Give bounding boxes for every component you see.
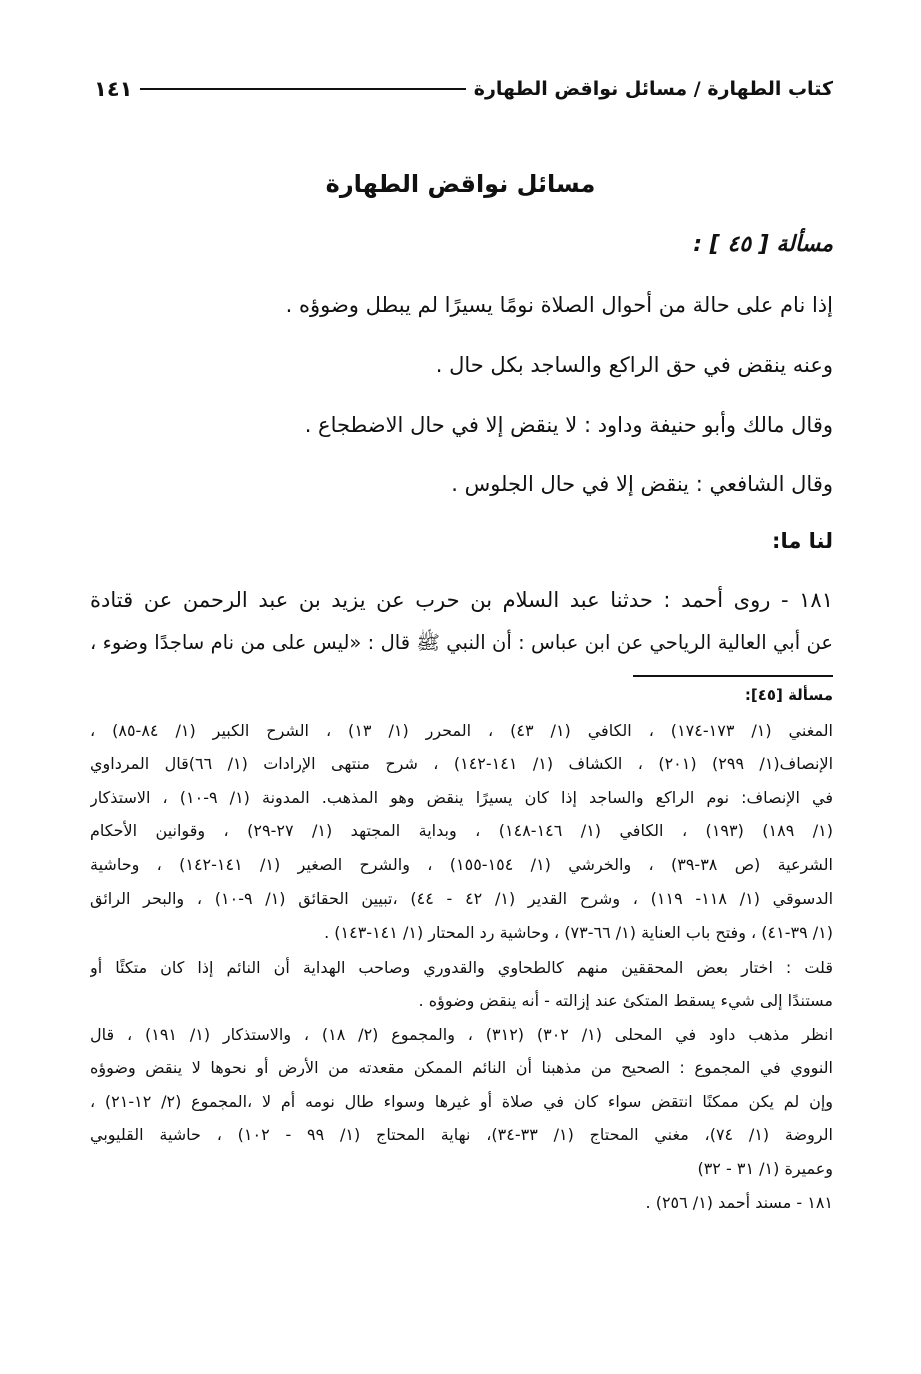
- footnote-line: الإنصاف(١/ ٢٩٩) (٢٠١) ، الكشاف (١/ ١٤١-١٤٢) ، شرح منتهى الإرادات (١/ ٦٦)قال المرداوي: [90, 754, 833, 773]
- body-line: وقال مالك وأبو حنيفة وداود : لا ينقض إلا في حال الاضطجاع .: [304, 413, 833, 437]
- footnote-line: النووي في المجموع : الصحيح من مذهبنا أن النائم الممكن مقعدته من الأرض أو نحوها لا ينقض وضوؤه: [90, 1058, 833, 1077]
- running-head-title: كتاب الطهارة / مسائل نواقض الطهارة: [473, 78, 833, 100]
- body-line: لنا ما:: [772, 529, 833, 553]
- running-head: [94, 74, 833, 104]
- footnote-line: انظر مذهب داود في المحلى (١/ ٣٠٢) (٣١٢) ، والمجموع (٢/ ١٨) ، والاستذكار (١/ ١٩١) ، قال: [90, 1025, 833, 1044]
- footnote-line: وعميرة (١/ ٣١ - ٣٢): [697, 1159, 833, 1178]
- section-title: مسائل نواقض الطهارة: [325, 170, 596, 198]
- running-head-rule: [140, 88, 465, 90]
- footnote-line: وإن لم يكن ممكنًا انتقض سواء كان في صلاة أو غيرها وسواء طال نومه أم لا ،المجموع (٢/ ١٢-٢١) ،: [90, 1092, 833, 1111]
- footnote-separator: [633, 675, 833, 677]
- issue-heading: مسألة [ ٤٥ ] :: [693, 232, 833, 257]
- footnote-line: الشرعية (ص ٣٨-٣٩) ، والخرشي (١/ ١٥٤-١٥٥) ، والشرح الصغير (١/ ١٤١-١٤٢) ، وحاشية: [90, 855, 833, 874]
- footnote-line: الدسوقي (١/ ١١٨- ١١٩) ، وشرح القدير (١/ ٤٢ - ٤٤) ،تبيين الحقائق (١/ ٩-١٠) ، والبحر الرائق: [90, 889, 833, 908]
- footnote-line: (١/ ٣٩-٤١) ، وفتح باب العناية (١/ ٦٦-٧٣) ، وحاشية رد المحتار (١/ ١٤١-١٤٣) .: [324, 923, 833, 942]
- footnote-line: مستندًا إلى شيء يسقط المتكئ عند إزالته - أنه ينقض وضوؤه .: [418, 991, 833, 1010]
- footnote-line: قلت : اختار بعض المحققين منهم كالطحاوي والقدوري وصاحب الهداية أن النائم إذا كان متكئًا أو: [90, 958, 833, 977]
- footnote-line: في الإنصاف: نوم الراكع والساجد إذا كان يسيرًا ينقض وهو المذهب. المدونة (١/ ٩-١٠) ، الاستذكار: [90, 788, 833, 807]
- page-number: ١٤١: [94, 77, 133, 101]
- narration-line: عن أبي العالية الرياحي عن ابن عباس : أن النبي ﷺ قال : «ليس على من نام ساجدًا وضوء ،: [90, 631, 833, 654]
- footnote-line: ١٨١ - مسند أحمد (١/ ٢٥٦) .: [645, 1193, 833, 1212]
- footnote-heading: مسألة [٤٥]:: [744, 686, 833, 704]
- footnote-line: (١/ ١٨٩) (١٩٣) ، الكافي (١/ ١٤٦-١٤٨) ، وبداية المجتهد (١/ ٢٧-٢٩) ، وقوانين الأحكام: [90, 821, 833, 840]
- footnote-line: الروضة (١/ ٧٤)، مغني المحتاج (١/ ٣٣-٣٤)، نهاية المحتاج (١/ ٩٩ - ١٠٢) ، حاشية القليوبي: [90, 1125, 833, 1144]
- footnote-line: المغني (١/ ١٧٣-١٧٤) ، الكافي (١/ ٤٣) ، المحرر (١/ ١٣) ، الشرح الكبير (١/ ٨٤-٨٥) ،: [90, 721, 833, 740]
- narration-line: ١٨١ - روى أحمد : حدثنا عبد السلام بن حرب عن يزيد بن عبد الرحمن عن قتادة: [90, 588, 833, 612]
- body-line: وقال الشافعي : ينقض إلا في حال الجلوس .: [451, 472, 833, 496]
- body-line: وعنه ينقض في حق الراكع والساجد بكل حال .: [435, 353, 833, 377]
- body-line: إذا نام على حالة من أحوال الصلاة نومًا يسيرًا لم يبطل وضوؤه .: [285, 293, 833, 317]
